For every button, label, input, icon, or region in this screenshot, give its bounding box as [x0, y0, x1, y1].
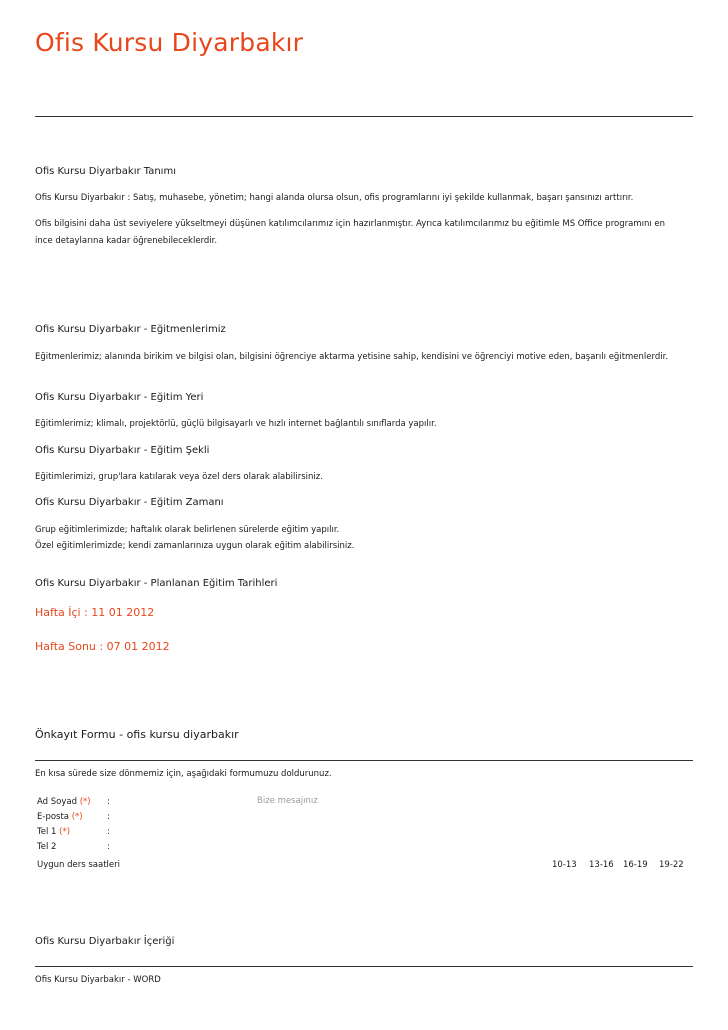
yer-heading: Ofis Kursu Diyarbakır - Eğitim Yeri — [35, 392, 204, 403]
tel1-input[interactable] — [116, 824, 242, 838]
tel1-required-mark: (*) — [59, 827, 71, 837]
tel2-label-text: Tel 2 — [37, 842, 57, 852]
name-required-mark: (*) — [79, 797, 91, 807]
tel1-label-text: Tel 1 — [37, 827, 57, 837]
zaman-paragraph-1: Grup eğitimlerimizde; haftalık olarak belirlenen sürelerde eğitim yapılır. — [35, 525, 340, 535]
hours-label: Uygun ders saatleri — [37, 860, 120, 870]
name-colon: : — [107, 797, 110, 807]
zaman-paragraph-2: Özel eğitimlerimizde; kendi zamanlarınıza uygun olarak eğitim alabilirsiniz. — [35, 541, 355, 551]
name-label — [37, 797, 91, 807]
form-intro: En kısa sürede size dönmemiz için, aşağıdaki formumuzu doldurunuz. — [35, 769, 332, 779]
tanim-heading: Ofis Kursu Diyarbakır Tanımı — [35, 166, 176, 177]
egitmen-paragraph: Eğitmenlerimiz; alanında birikim ve bilgisi olan, bilgisini öğrenciye aktarma yetisine sahip, kendisini ve öğrenciyi motive eden, başarılı eğitmenlerdir. — [35, 352, 669, 362]
tarih-heading: Ofis Kursu Diyarbakır - Planlanan Eğitim Tarihleri — [35, 578, 278, 589]
email-input[interactable] — [116, 809, 242, 823]
page-title: Ofis Kursu Diyarbakır — [35, 28, 304, 57]
icerik-divider — [35, 966, 693, 967]
hour-option-19-22[interactable]: 19-22 — [659, 860, 684, 870]
zaman-heading: Ofis Kursu Diyarbakır - Eğitim Zamanı — [35, 497, 224, 508]
tel2-colon: : — [107, 842, 110, 852]
name-input[interactable] — [116, 794, 242, 808]
sekil-heading: Ofis Kursu Diyarbakır - Eğitim Şekli — [35, 445, 210, 456]
title-divider — [35, 116, 693, 117]
icerik-item-word: Ofis Kursu Diyarbakır - WORD — [35, 975, 161, 985]
form-divider — [35, 760, 693, 761]
tel1-label — [37, 827, 70, 837]
tel2-label — [37, 842, 56, 852]
tanim-paragraph-1: Ofis Kursu Diyarbakır : Satış, muhasebe, yönetim; hangi alanda olursa olsun, ofis programlarını iyi şekilde kullanmak, başarı şansınızı arttırır. — [35, 193, 634, 203]
hour-option-16-19[interactable]: 16-19 — [623, 860, 648, 870]
egitmen-heading: Ofis Kursu Diyarbakır - Eğitmenlerimiz — [35, 324, 226, 335]
message-textarea[interactable]: Bize mesajınız — [257, 796, 318, 806]
name-label-text: Ad Soyad — [37, 797, 77, 807]
email-required-mark: (*) — [71, 812, 83, 822]
icerik-heading: Ofis Kursu Diyarbakır İçeriği — [35, 936, 175, 947]
hafta-ici-date: Hafta İçi : 11 01 2012 — [35, 606, 155, 619]
hour-option-13-16[interactable]: 13-16 — [589, 860, 614, 870]
yer-paragraph: Eğitimlerimiz; klimalı, projektörlü, güçlü bilgisayarlı ve hızlı internet bağlantılı sınıflarda yapılır. — [35, 419, 437, 429]
tel2-input[interactable] — [116, 839, 242, 853]
form-title: Önkayıt Formu - ofis kursu diyarbakır — [35, 728, 239, 741]
email-label-text: E-posta — [37, 812, 70, 822]
sekil-paragraph: Eğitimlerimizi, grup'lara katılarak veya özel ders olarak alabilirsiniz. — [35, 472, 323, 482]
tanim-paragraph-2: Ofis bilgisini daha üst seviyelere yükseltmeyi düşünen katılımcılarımız için hazırlanmıştır. Ayrıca katılımcılarımız bu eğitimle MS Office programını en ince detaylarına kadar öğrenebileceklerdir. — [35, 219, 666, 246]
email-colon: : — [107, 812, 110, 822]
tel1-colon: : — [107, 827, 110, 837]
email-label — [37, 812, 83, 822]
hour-option-10-13[interactable]: 10-13 — [552, 860, 577, 870]
hafta-sonu-date: Hafta Sonu : 07 01 2012 — [35, 640, 170, 653]
